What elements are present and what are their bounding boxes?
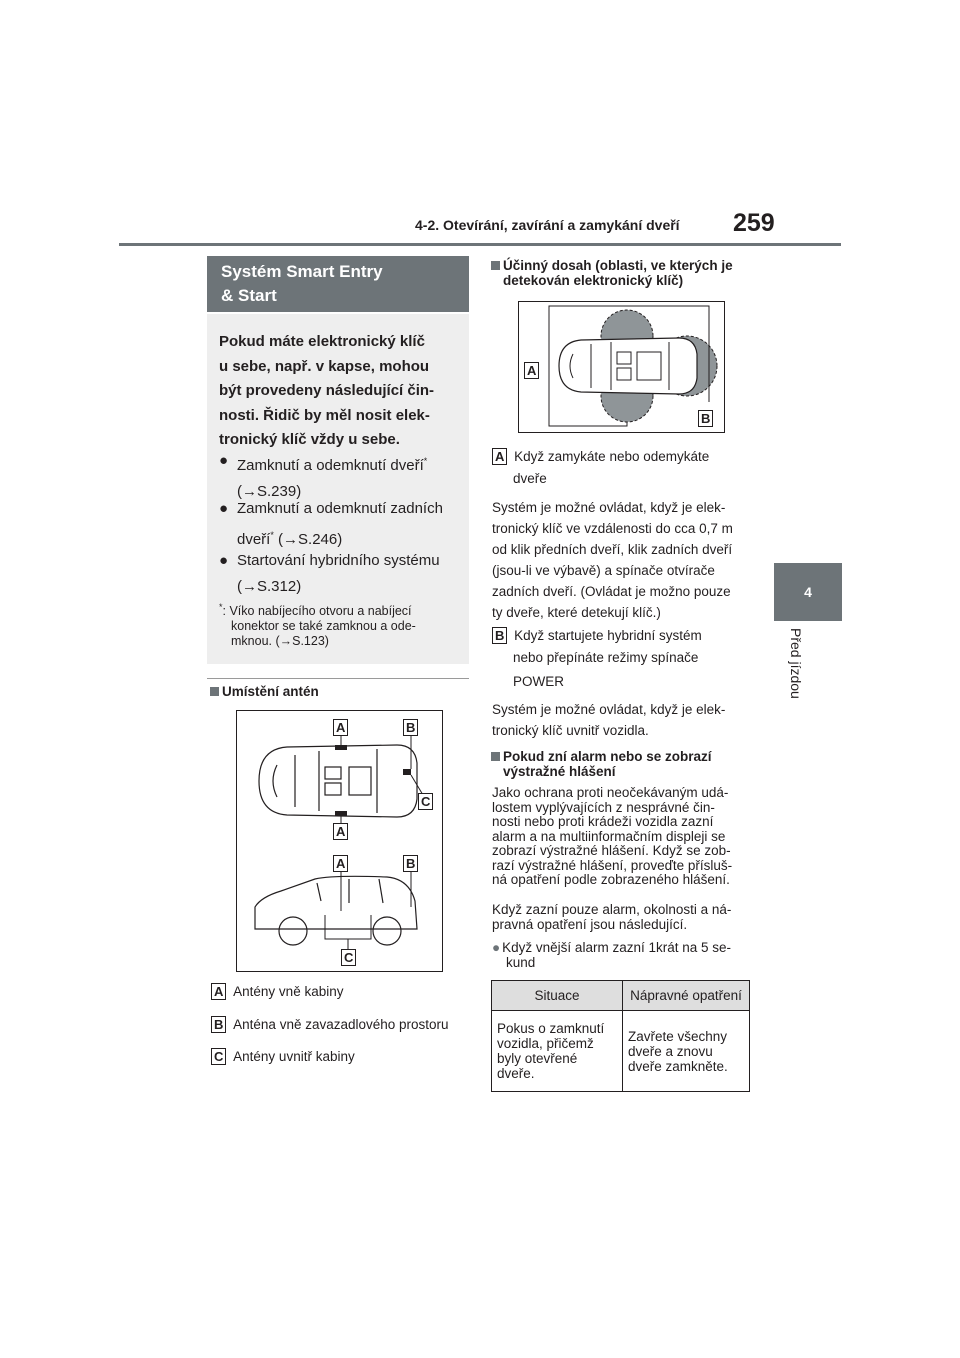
chapter-label xyxy=(784,628,804,718)
text-line: kund xyxy=(506,954,536,970)
square-bullet-icon xyxy=(491,261,500,270)
antenna-diagram xyxy=(237,711,442,971)
legend-key: B xyxy=(211,1016,226,1033)
legend-item xyxy=(211,1016,449,1033)
car-top-view xyxy=(259,745,417,817)
section-heading-line2: & Start xyxy=(221,286,277,305)
bullet-dot-icon: ● xyxy=(219,500,229,517)
antenna-heading-text: Umístění antén xyxy=(222,684,319,699)
text-line: razí výstražné hlášení, proveďte přísluš- xyxy=(492,857,733,873)
alarm-heading-line: Pokud zní alarm nebo se zobrazí xyxy=(503,749,712,764)
section-heading-line1: Systém Smart Entry xyxy=(221,262,383,281)
bullet-text: Startování hybridního systému xyxy=(237,552,440,569)
range-figure xyxy=(518,301,725,433)
footnote-marker: * xyxy=(219,602,223,612)
cell-line: dveře a znovu xyxy=(628,1043,713,1059)
intro-line: nosti. Řidič by měl nosit elek- xyxy=(219,406,430,424)
legend-text: Antény uvnitř kabiny xyxy=(233,1049,355,1064)
alarm-text xyxy=(492,903,762,932)
bullet-text: Zamknutí a odemknutí dveří xyxy=(237,457,424,474)
antenna-figure xyxy=(236,710,443,972)
cell-line: byly otevřené xyxy=(497,1051,578,1066)
figure-label: B xyxy=(403,855,418,872)
legend-key: C xyxy=(211,1048,226,1065)
legend-key: B xyxy=(492,627,507,644)
car-side-view xyxy=(255,876,417,945)
zone-a-title: dveře xyxy=(513,471,547,486)
cell-line: dveře zamkněte. xyxy=(628,1058,728,1074)
section-title: 4-2. Otevírání, zavírání a zamykání dveří xyxy=(415,217,680,233)
figure-label: A xyxy=(333,855,348,872)
legend-key: A xyxy=(211,983,226,1000)
alarm-heading-line: výstražné hlášení xyxy=(503,764,616,779)
bullet-item xyxy=(219,548,464,600)
intro-line: být provedeny následující čin- xyxy=(219,382,435,399)
footnote-line: mknou. (→S.123) xyxy=(231,634,329,649)
header-rule xyxy=(119,243,841,246)
range-heading-line: detekován elektronický klíč) xyxy=(503,273,684,288)
alarm-heading xyxy=(491,749,756,779)
text-line: od klik předních dveří, klik zadních dveří xyxy=(492,542,733,557)
antenna-heading xyxy=(210,684,319,699)
range-heading-line: Účinný dosah (oblasti, ve kterých je xyxy=(503,258,733,273)
footnote-line: : Víko nabíjecího otvoru a nabíjecí xyxy=(222,604,412,619)
antenna-marker xyxy=(403,769,411,775)
alarm-bullet xyxy=(492,941,762,970)
zone-a-title: Když zamykáte nebo odemykáte xyxy=(514,449,710,464)
cell-line: vozidla, přičemž xyxy=(497,1036,594,1051)
table-header: Situace xyxy=(492,981,623,1011)
intro-line: Pokud máte elektronický klíč xyxy=(219,333,425,350)
zone-a-block xyxy=(492,446,762,491)
alarm-text xyxy=(492,786,762,888)
intro-text xyxy=(219,330,459,453)
figure-label: A xyxy=(524,362,539,379)
text-line: ty dveře, které detekují klíč.) xyxy=(492,605,661,620)
footnote-marker: * xyxy=(270,530,274,540)
text-line: ná opatření podle zobrazeného hlášení. xyxy=(492,872,730,887)
bullet-dot-icon: ● xyxy=(219,552,229,569)
bullet-dot-icon: ● xyxy=(492,940,501,955)
zone-b-title: nebo přepínáte režimy spínače xyxy=(513,650,699,665)
text-line: Systém je možné ovládat, když je elek- xyxy=(492,500,726,515)
table-header-row xyxy=(492,981,750,1011)
situation-table xyxy=(491,980,750,1092)
zone-b-block xyxy=(492,625,762,694)
figure-label: A xyxy=(333,823,348,840)
page-reference: (→S.239) xyxy=(237,483,302,500)
figure-label: B xyxy=(698,410,713,427)
chapter-title: Před jízdou xyxy=(788,628,804,699)
text-line: Když zazní pouze alarm, okolnosti a ná- xyxy=(492,902,732,917)
antenna-marker xyxy=(335,745,347,750)
figure-label: C xyxy=(341,949,356,966)
legend-item xyxy=(211,1048,355,1065)
car-top-view xyxy=(559,338,697,394)
bullet-text: Zamknutí a odemknutí zadních xyxy=(237,500,443,517)
text-line: Systém je možné ovládat, když je elek- xyxy=(492,702,726,717)
figure-label: C xyxy=(418,793,433,810)
text-line: Jako ochrana proti neočekávaným udá- xyxy=(492,785,729,800)
intro-line: tronický klíč vždy u sebe. xyxy=(219,431,400,448)
bullet-item xyxy=(219,496,464,553)
table-cell xyxy=(623,1011,750,1092)
text-line: tronický klíč ve vzdálenosti do cca 0,7 m xyxy=(492,521,733,536)
cell-line: dveře. xyxy=(497,1066,535,1081)
zone-b-title: POWER xyxy=(513,674,565,689)
square-bullet-icon xyxy=(491,752,500,761)
footnote-line: konektor se také zamknou a ode- xyxy=(231,619,416,634)
antenna-marker xyxy=(335,811,347,816)
zone-a-text xyxy=(492,497,762,623)
cell-line: Pokus o zamknutí xyxy=(497,1021,605,1036)
text-line: nosti nebo proti krádeži vozidla zazní xyxy=(492,814,714,829)
square-bullet-icon xyxy=(210,687,219,696)
footnote-marker: * xyxy=(423,456,428,466)
divider xyxy=(207,678,469,679)
page-number: 259 xyxy=(733,209,775,237)
text-line: alarm a na multiinformačním displeji se xyxy=(492,828,726,844)
text-line: tronický klíč uvnitř vozidla. xyxy=(492,723,649,738)
text-line: zobrazí výstražné hlášení. Když se zob- xyxy=(492,843,731,858)
table-header: Nápravné opatření xyxy=(623,981,750,1011)
page-reference: (→S.246) xyxy=(273,531,343,548)
text-line: zadních dveří. (Ovládat je možno pouze xyxy=(492,584,731,599)
table-cell xyxy=(492,1011,623,1092)
text-line: Když vnější alarm zazní 1krát na 5 se- xyxy=(502,940,732,955)
bullet-text: dveří xyxy=(237,531,271,548)
range-diagram xyxy=(519,302,724,432)
figure-label: B xyxy=(403,719,418,736)
leader-line xyxy=(325,915,371,939)
legend-text: Anténa vně zavazadlového prostoru xyxy=(233,1017,449,1032)
text-line: lostem vyplývajících z nesprávné čin- xyxy=(492,799,715,815)
section-heading xyxy=(207,256,469,312)
cell-line: Zavřete všechny xyxy=(628,1028,728,1044)
chapter-tab: 4 xyxy=(774,563,842,621)
legend-key: A xyxy=(492,448,507,465)
bullet-dot-icon: ● xyxy=(219,452,229,469)
text-line: pravná opatření jsou následující. xyxy=(492,916,688,932)
page-reference: (→S.312) xyxy=(237,578,302,595)
text-line: (jsou-li ve výbavě) a spínače otvírače xyxy=(492,563,715,578)
legend-text: Antény vně kabiny xyxy=(233,984,344,999)
zone-b-text xyxy=(492,699,762,741)
figure-label: A xyxy=(333,719,348,736)
footnote xyxy=(219,600,459,649)
range-heading xyxy=(491,258,756,288)
legend-item xyxy=(211,983,343,1000)
zone-b-title: Když startujete hybridní systém xyxy=(514,628,702,643)
table-row xyxy=(492,1011,750,1092)
intro-line: u sebe, např. v kapse, mohou xyxy=(219,357,430,375)
